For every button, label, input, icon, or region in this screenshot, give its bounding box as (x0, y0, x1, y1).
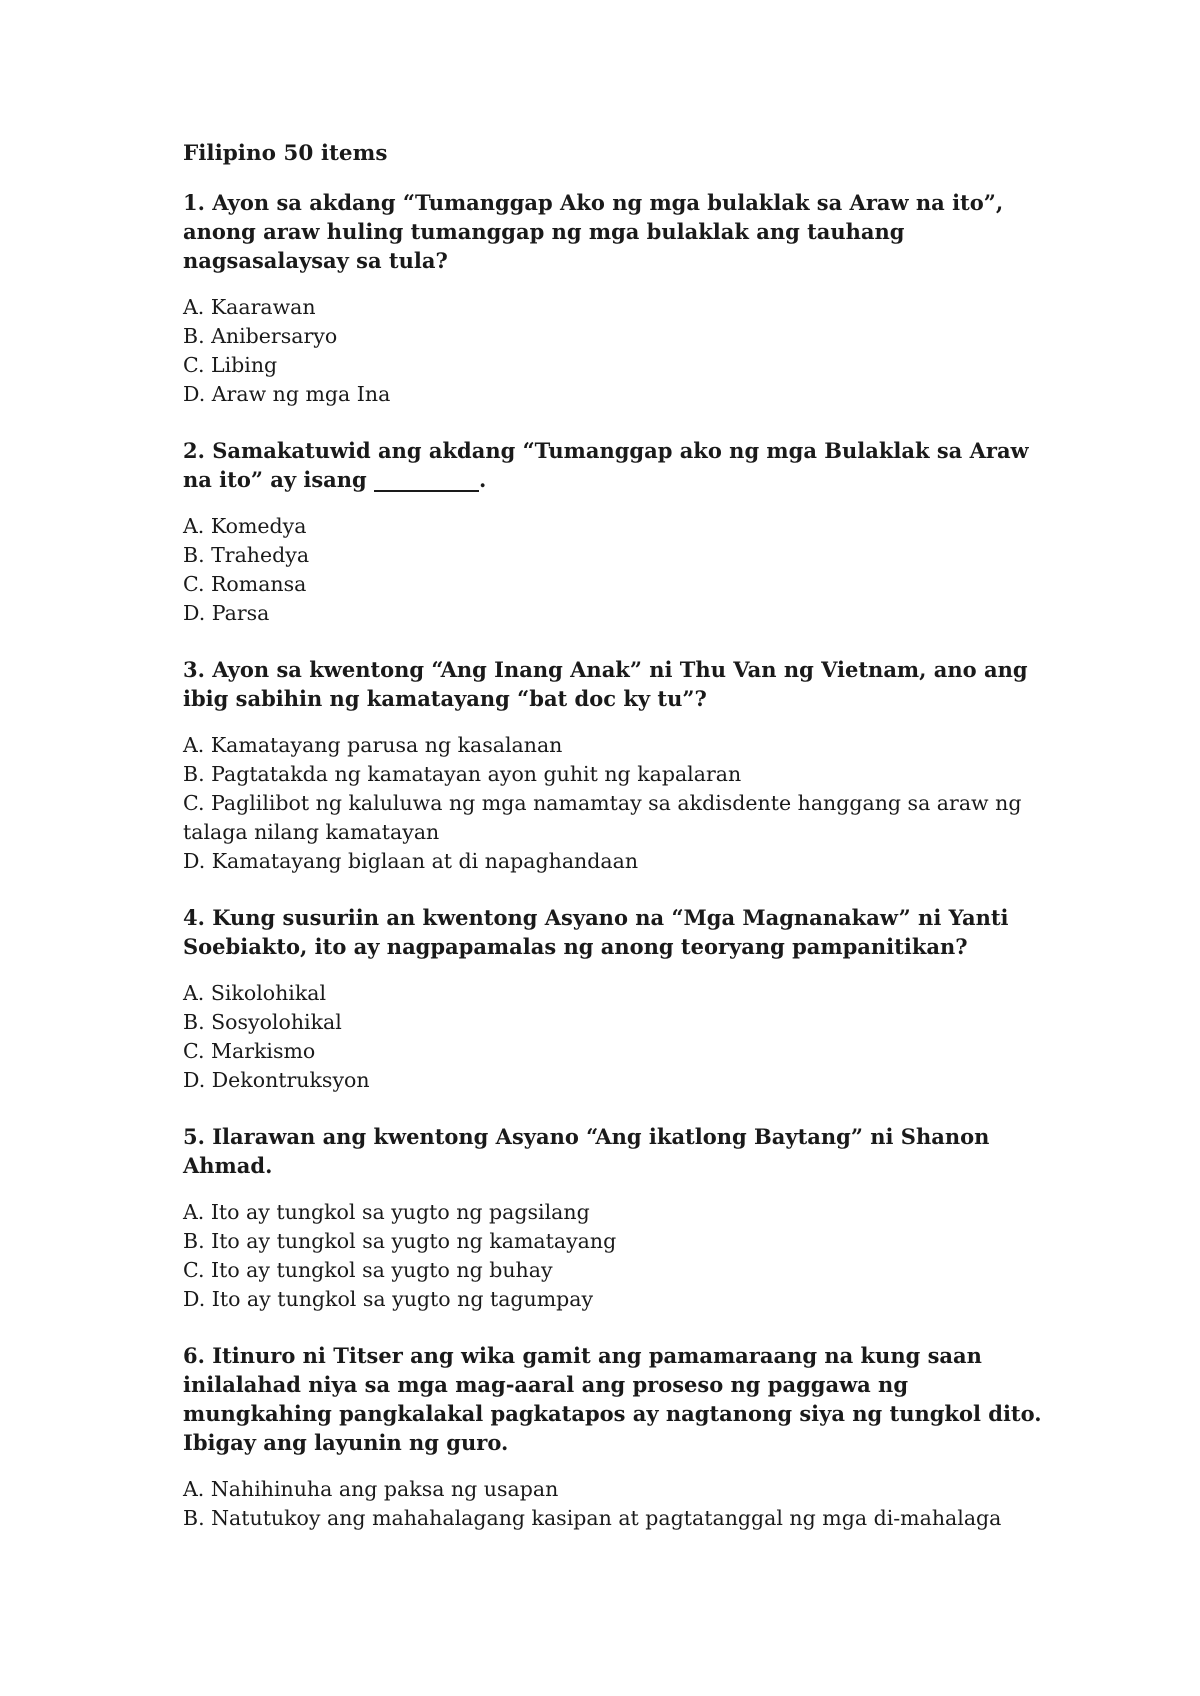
choice-d: D. Dekontruksyon (183, 1068, 370, 1092)
question-6 (183, 1341, 1063, 1533)
choice-a: A. Kamatayang parusa ng kasalanan (183, 733, 563, 757)
choice-b: B. Anibersaryo (183, 324, 338, 348)
choice-c: C. Paglilibot ng kaluluwa ng mga namamtay sa akdisdente hanggang sa araw ng talaga nilang kamatayan (183, 791, 1022, 844)
choice-b: B. Pagtatakda ng kamatayan ayon guhit ng kapalaran (183, 762, 742, 786)
choice-c: C. Romansa (183, 572, 307, 596)
choice-a: A. Nahihinuha ang paksa ng usapan (183, 1477, 559, 1501)
page-title: Filipino 50 items (183, 141, 388, 166)
question-1 (183, 188, 1063, 409)
question-5 (183, 1122, 1063, 1314)
question-text: 2. Samakatuwid ang akdang “Tumanggap ako ng mga Bulaklak sa Araw na ito” ay isang __________. (183, 438, 1029, 492)
choice-list (183, 293, 1063, 409)
question-text: 1. Ayon sa akdang “Tumanggap Ako ng mga bulaklak sa Araw na ito”, anong araw huling tumanggap ng mga bulaklak ang tauhang nagsasalaysay sa tula? (183, 190, 1004, 273)
choice-c: C. Libing (183, 353, 278, 377)
choice-d: D. Araw ng mga Ina (183, 382, 391, 406)
question-text: 4. Kung susuriin an kwentong Asyano na “Mga Magnanakaw” ni Yanti Soebiakto, ito ay nagpapamalas ng anong teoryang pampanitikan? (183, 905, 1009, 959)
choice-d: D. Parsa (183, 601, 270, 625)
choice-b: B. Natutukoy ang mahahalagang kasipan at pagtatanggal ng mga di-mahalaga (183, 1506, 1002, 1530)
choice-list (183, 1475, 1063, 1533)
question-4 (183, 903, 1063, 1095)
choice-a: A. Komedya (183, 514, 307, 538)
question-text: 5. Ilarawan ang kwentong Asyano “Ang ikatlong Baytang” ni Shanon Ahmad. (183, 1124, 990, 1178)
choice-d: D. Kamatayang biglaan at di napaghandaan (183, 849, 639, 873)
question-3 (183, 655, 1063, 876)
choice-b: B. Ito ay tungkol sa yugto ng kamatayang (183, 1229, 617, 1253)
choice-a: A. Ito ay tungkol sa yugto ng pagsilang (183, 1200, 590, 1224)
document-content (183, 140, 1063, 1560)
choice-b: B. Sosyolohikal (183, 1010, 342, 1034)
choice-b: B. Trahedya (183, 543, 310, 567)
choice-a: A. Kaarawan (183, 295, 316, 319)
choice-list (183, 979, 1063, 1095)
question-2 (183, 436, 1063, 628)
choice-a: A. Sikolohikal (183, 981, 327, 1005)
choice-list (183, 731, 1063, 876)
question-text: 6. Itinuro ni Titser ang wika gamit ang pamamaraang na kung saan inilalahad niya sa mga mag-aaral ang proseso ng paggawa ng mungkahing pangkalakal pagkatapos ay nagtanong siya ng tungkol dito. Ibigay ang layunin ng guro. (183, 1343, 1042, 1455)
choice-c: C. Markismo (183, 1039, 316, 1063)
choice-list (183, 512, 1063, 628)
choice-d: D. Ito ay tungkol sa yugto ng tagumpay (183, 1287, 594, 1311)
choice-list (183, 1198, 1063, 1314)
question-text: 3. Ayon sa kwentong “Ang Inang Anak” ni Thu Van ng Vietnam, ano ang ibig sabihin ng kamatayang “bat doc ky tu”? (183, 657, 1028, 711)
choice-c: C. Ito ay tungkol sa yugto ng buhay (183, 1258, 553, 1282)
